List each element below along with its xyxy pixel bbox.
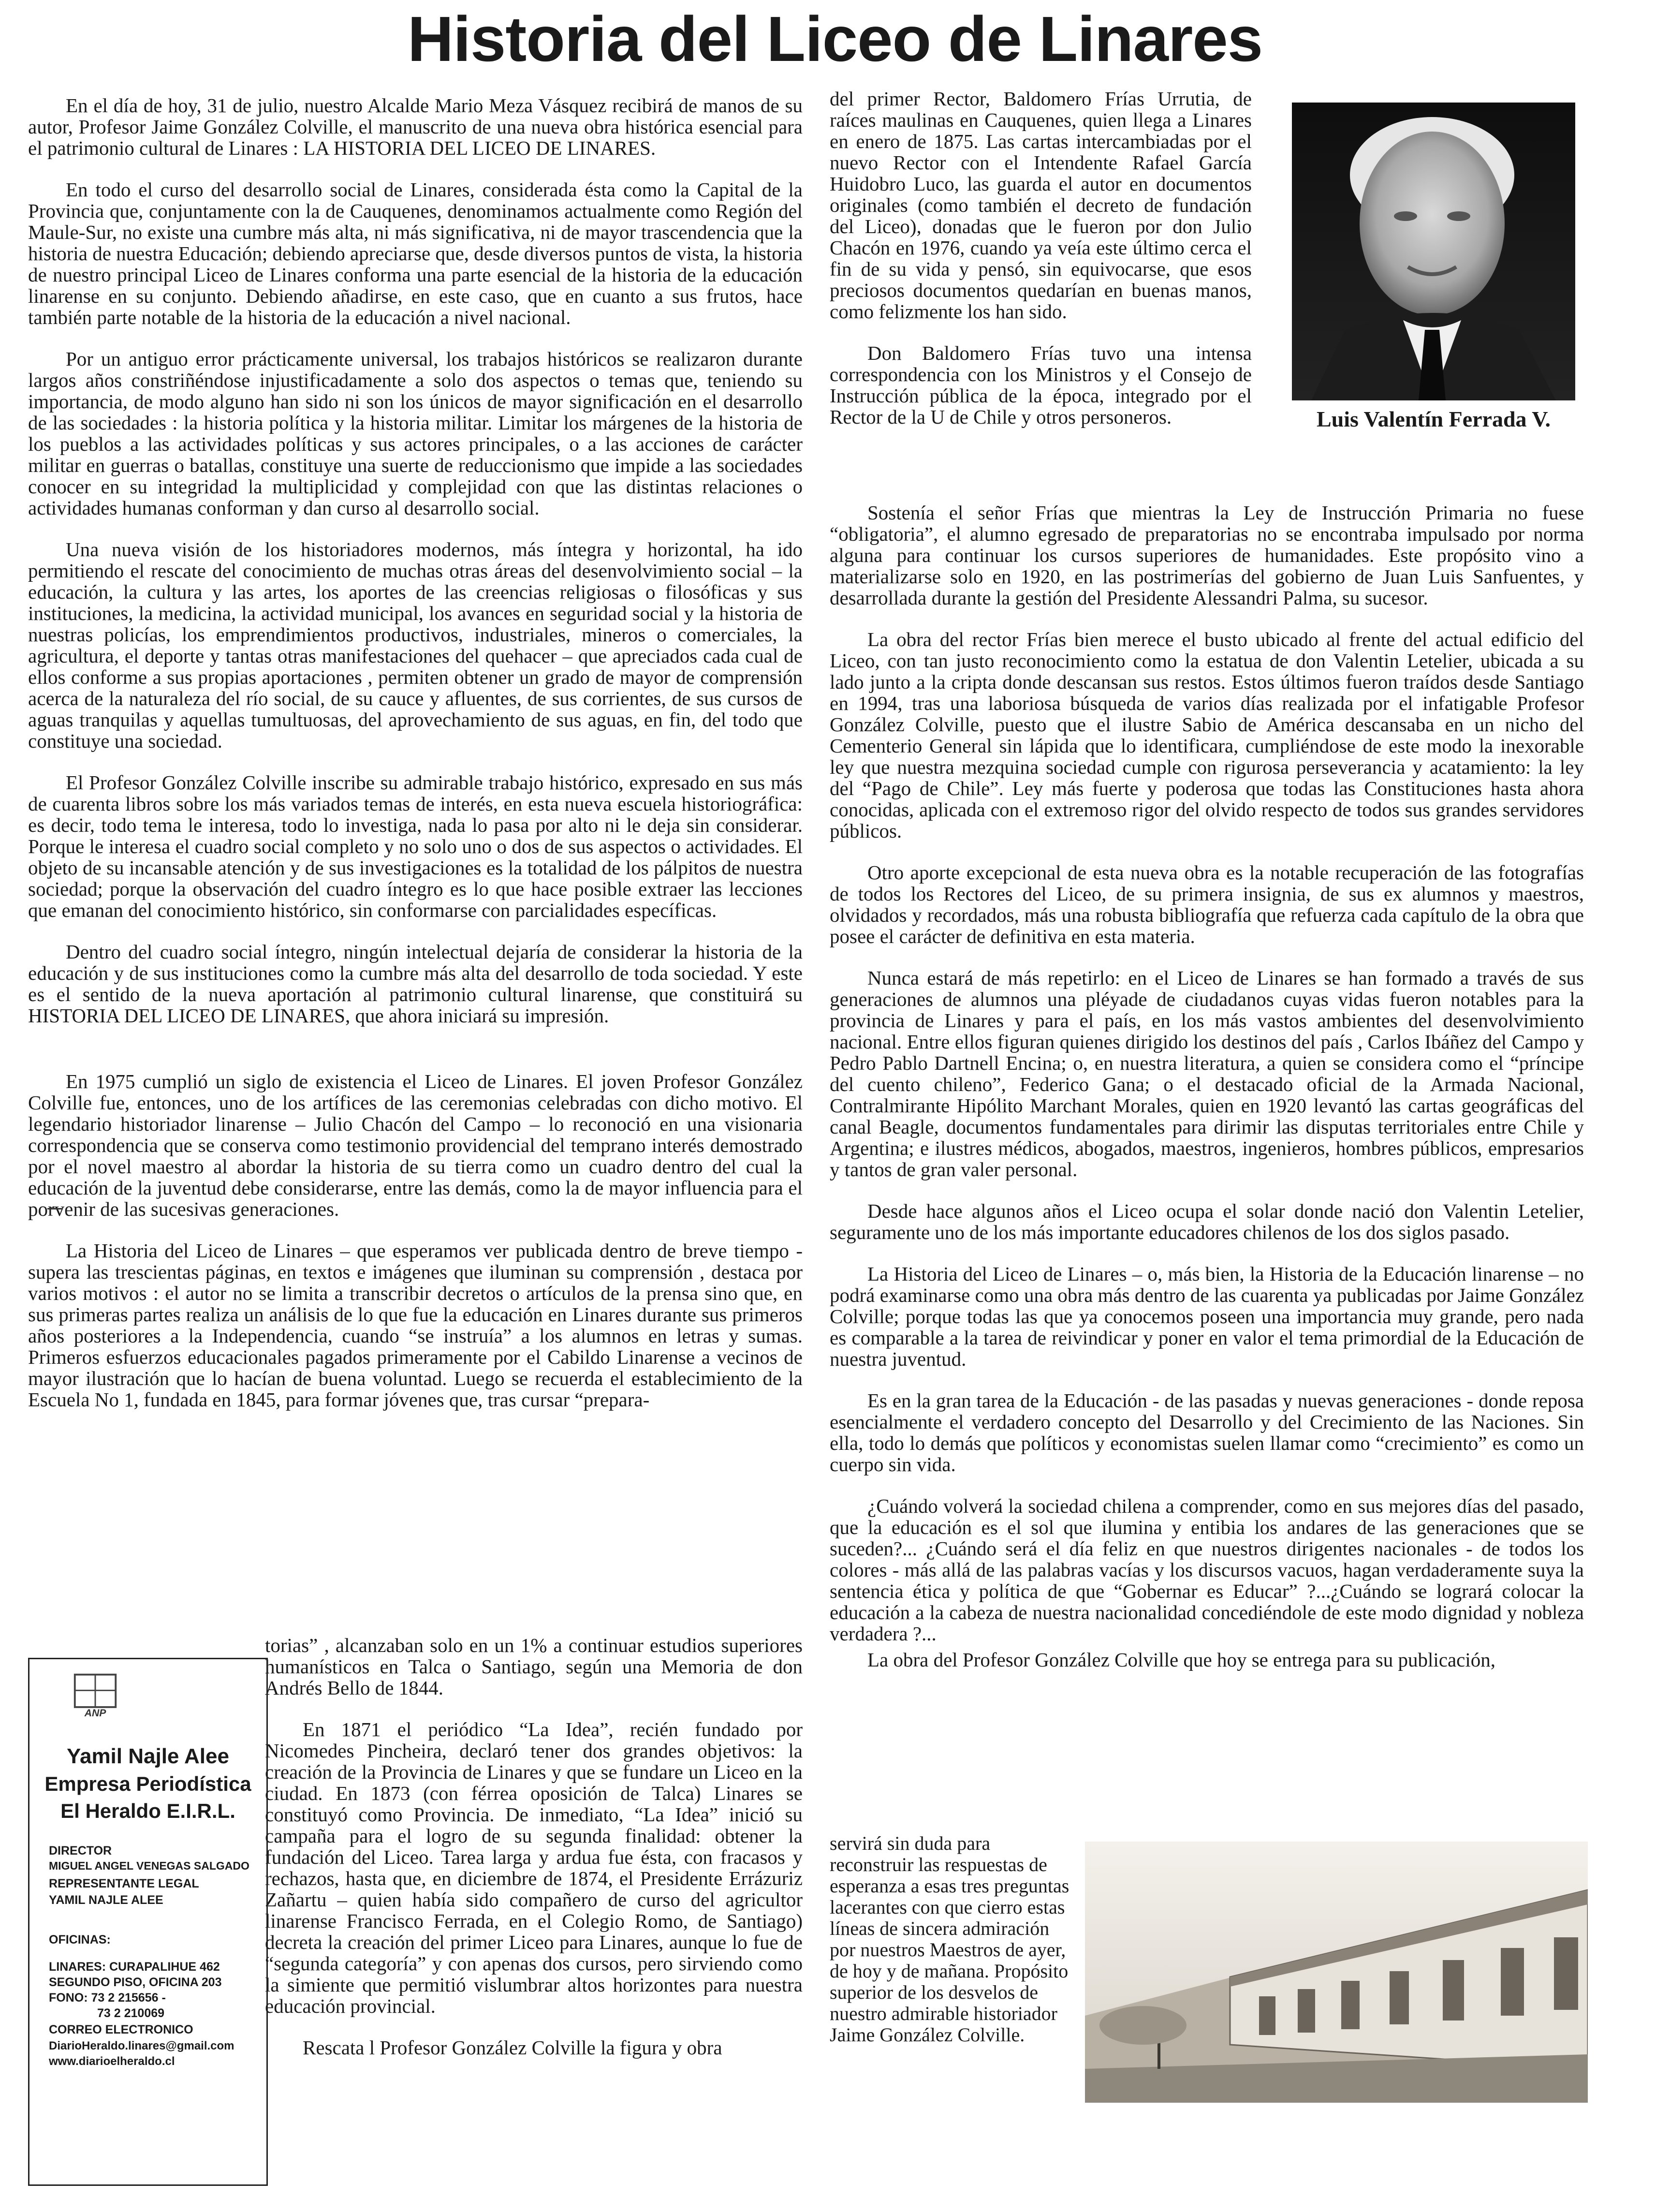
liceo-building-photo <box>1085 1842 1588 2103</box>
paragraph: servirá sin duda para reconstruir las respuestas de esperanza a esas tres preguntas lacerantes con que cierro estas líneas de sincera admiración por nuestros Maestros de ayer, de hoy y de mañana. Propósito superior de los desvelos de nuestro admirable historiador Jaime González Colville. <box>830 1832 1069 2046</box>
paragraph: torias” , alcanzaban solo en un 1% a continuar estudios superiores humanísticos en Talca o Santiago, según una Memoria de don Andrés Bello de 1844. <box>265 1634 803 1699</box>
address-line: SEGUNDO PISO, OFICINA 203 <box>49 1976 222 1989</box>
masthead-box <box>28 1658 268 2186</box>
paragraph: En todo el curso del desarrollo social de Linares, considerada ésta como la Capital de la Provincia que, conjuntamente con la de Cauquenes, denominamos actualmente como Región del Maule-Sur, no existe una cumbre más alta, ni más significativa, ni de mayor trascendencia que la historia de nuestra Educación; debiendo apreciarse que, desde diversos puntos de vista, la historia de nuestro principal Liceo de Linares conforma una parte esencial de la historia de la educación linarense en su conjunto. Debiendo añadirse, en este caso, que en cuanto a sus frutos, hace también parte notable de la historia de la educación a nivel nacional. <box>28 178 803 328</box>
paragraph: El Profesor González Colville inscribe su admirable trabajo histórico, expresado en sus más de cuarenta libros sobre los más variados temas de interés, en esta nueva escuela historiográfica: es decir, todo tema le interesa, todo lo investiga, nada lo pasa por alto ni le deja sin considerar. Porque le interesa el cuadro social completo y no solo uno o dos de sus aspectos o actividades. El objeto de su incansable atención y de sus investigaciones es la totalidad de los pálpitos de nuestra sociedad; porque la observación del cuadro íntegro es lo que hace posible extraer las lecciones que emanan del conocimiento histórico, sin conformarse con parcialidades específicas. <box>28 771 803 921</box>
paragraph: Dentro del cuadro social íntegro, ningún intelectual dejaría de considerar la historia de la educación y de sus instituciones como la cumbre más alta del desarrollo de toda sociedad. Y este es el sentido de la nueva aportación al patrimonio cultural linarense, que constituirá su HISTORIA DEL LICEO DE LINARES, que ahora iniciará su impresión. <box>28 941 803 1027</box>
legal-rep-name: YAMIL NAJLE ALEE <box>49 1893 163 1907</box>
paragraph: Sostenía el señor Frías que mientras la Ley de Instrucción Primaria no fuese “obligatoria”, el alumno egresado de preparatorias no se encontraba impulsado por norma alguna para continuar los cursos superiores de humanidades. Este propósito vino a materializarse solo en 1920, en las postrimerías del gobierno de Juan Luis Sanfuentes, y desarrollada durante la gestión del Presidente Alessandri Palma, su sucesor. <box>830 501 1584 609</box>
phone-line: 73 2 210069 <box>97 2006 165 2020</box>
paragraph: Don Baldomero Frías tuvo una intensa correspondencia con los Ministros y el Consejo de Instrucción pública de la época, integrado por el Rector de la U de Chile y otros personeros. <box>830 342 1252 428</box>
portrait-photo <box>1292 103 1575 400</box>
paragraph: La obra del rector Frías bien merece el busto ubicado al frente del actual edificio del Liceo, con tan justo reconocimiento como la estatua de don Valentin Letelier, ubicada a su lado junto a la cripta donde descansan sus restos. Estos últimos fueron traídos desde Santiago en 1994, tras una laboriosa búsqueda de varios días realizada por el infatigable Profesor González Colville, puesto que el ilustre Sabio de América descansaba en un nicho del Cementerio General sin lápida que lo identificara, cumpliéndose de este modo la inexorable ley que nuestra mezquina sociedad cumple con rigurosa perseverancia y acatamiento: la ley del “Pago de Chile”. Ley más fuerte y poderosa que todas las Constituciones hasta ahora conocidas, aplicada con el extremoso rigor del olvido respecto de todos sus grandes servidores públicos. <box>830 628 1584 842</box>
paragraph: En 1975 cumplió un siglo de existencia el Liceo de Linares. El joven Profesor González Colville fue, entonces, uno de los artífices de las ceremonias celebradas con dicho motivo. El legendario historiador linarense – Julio Chacón del Campo – lo reconoció en una visionaria correspondencia que se conserva como testimonio providencial del temprano interés demostrado por el novel maestro al abordar la historia de su tierra como un cuadro dentro del cual la educación de la juventud debe considerarse, entre las demás, como la de mayor influencia para el porvenir de las sucesivas generaciones. <box>28 1070 803 1220</box>
publisher-name: Yamil Najle Alee <box>67 1744 229 1768</box>
phone-line: FONO: 73 2 215656 - <box>49 1991 166 2005</box>
company-name: El Heraldo E.I.R.L. <box>60 1799 235 1822</box>
right-column-top <box>830 88 1252 448</box>
paragraph: Nunca estará de más repetirlo: en el Liceo de Linares se han formado a través de sus generaciones de alumnos una pléyade de ciudadanos cuyas vidas fueron notables para la provincia de Linares y para el país, en los más vastos ambientes del desenvolvimiento nacional. Entre ellos figuran quienes dirigido los destinos del país , Carlos Ibáñez del Campo y Pedro Pablo Dartnell Encina; o, en nuestra literatura, a quien se considera como el “príncipe del cuento chileno”, Federico Gana; o el destacado oficial de la Armada Nacional, Contralmirante Hipólito Marchant Morales, quien en 1920 levantó las cartas geográficas del canal Beagle, documentos fundamentales para dirimir las disputas territoriales entre Chile y Argentina; e ilustres médicos, abogados, maestros, ingenieros, hombres públicos, empresarios y tantos de gran valer personal. <box>830 967 1584 1180</box>
email-label: CORREO ELECTRONICO <box>49 2023 193 2036</box>
paragraph: Otro aporte excepcional de esta nueva obra es la notable recuperación de las fotografías de todos los Rectores del Liceo, de su primera insignia, de sus ex alumnos y maestros, olvidados y recordados, más una robusta bibliografía que refuerza cada capítulo de la obra que posee el carácter de definitiva en esta materia. <box>830 861 1584 947</box>
offices-label: OFICINAS: <box>49 1933 111 1947</box>
paragraph: Rescata l Profesor González Colville la figura y obra <box>303 2036 722 2059</box>
right-column-bottom <box>830 1833 1078 2066</box>
left-column <box>28 95 803 1430</box>
paragraph: La Historia del Liceo de Linares – que esperamos ver publicada dentro de breve tiempo - supera las trescientas páginas, en textos e imágenes que iluminan su comprensión , destaca por varios motivos : el autor no se limita a transcribir decretos o artículos de la prensa sino que, en sus primeras partes realiza un análisis de lo que fue la educación en Linares durante sus primeros años posteriores a la Independencia, cuando “se instruía” a los alumnos en letras y sumas. Primeros esfuerzos educacionales pagados primeramente por el Cabildo Linarense a vecinos de mayor ilustración que lo hacían de buena voluntad. Luego se recuerda el establecimiento de la Escuela No 1, fundada en 1845, para formar jóvenes que, tras cursar “prepara- <box>28 1239 803 1411</box>
paragraph: La obra del Profesor González Colville que hoy se entrega para su publicación, <box>867 1649 1496 1671</box>
paragraph: En el día de hoy, 31 de julio, nuestro Alcalde Mario Meza Vásquez recibirá de manos de su autor, Profesor Jaime González Colville, el manuscrito de una nueva obra histórica esencial para el patrimonio cultural de Linares : LA HISTORIA DEL LICEO DE LINARES. <box>28 94 803 159</box>
website-link[interactable]: www.diarioelheraldo.cl <box>49 2055 175 2068</box>
paragraph: del primer Rector, Baldomero Frías Urrutia, de raíces maulinas en Cauquenes, quien llega a Linares en enero de 1875. Las cartas intercambiadas por el nuevo Rector con el Intendente Rafael García Huidobro Luco, las guarda el autor en documentos originales (como también el decreto de fundación del Liceo), donadas que le fueron por don Julio Chacón en 1976, cuando ya veía este último cerca el fin de su vida y pensó, sin equivocarse, que esos preciosos documentos quedarían en buenas manos, como felizmente los han sido. <box>830 88 1252 323</box>
director-label: DIRECTOR <box>49 1844 112 1858</box>
legal-rep-label: REPRESENTANTE LEGAL <box>49 1877 199 1890</box>
paragraph: Desde hace algunos años el Liceo ocupa el solar donde nació don Valentin Letelier, seguramente uno de los más importante educadores chilenos de los dos siglos pasado. <box>830 1200 1584 1243</box>
section-separator <box>47 1208 62 1209</box>
article-title: Historia del Liceo de Linares <box>407 3 1263 74</box>
paragraph: Una nueva visión de los historiadores modernos, más íntegra y horizontal, ha ido permitiendo el rescate del conocimiento de muchas otras áreas del desenvolvimiento social – la educación, la cultura y las artes, los aportes de las creencias religiosas o filosóficas y sus instituciones, la medicina, la actividad municipal, los avances en seguridad social y la historia de nuestras policías, los emprendimientos productivos, industriales, mineros o comerciales, la agricultura, el deporte y tantas otras manifestaciones del quehacer – que apreciados cada cual de ellos conforme a sus propias aportaciones , permiten obtener un grado de mayor de comprensión acerca de la naturaleza del río social, de su cauce y afluentes, de sus corrientes, de sus cursos de aguas tranquilas y aquellas tumultuosas, del aprovechamiento de sus aguas, en fin, del todo que constituye una sociedad. <box>28 538 803 752</box>
director-name: MIGUEL ANGEL VENEGAS SALGADO <box>49 1859 249 1872</box>
anp-logo-icon <box>72 1672 118 1718</box>
paragraph: En 1871 el periódico “La Idea”, recién fundado por Nicomedes Pincheira, declaró tener dos grandes objetivos: la creación de la Provincia de Linares y que se fundare un Liceo en la ciudad. En 1873 (con férrea oposición de Talca) Linares se constituyó como Provincia. De inmediato, “La Idea” inició su campaña para el logro de su segunda finalidad: obtener la fundación del Liceo. Tarea larga y ardua fue ésta, con fracasos y rechazos, hasta que, en diciembre de 1874, el Presidente Errázuriz Zañartu – quien había sido compañero de curso del agricultor linarense Francisco Ferrada, en el Colegio Romo, de Santiago) decreta la creación del primer Liceo para Linares, aunque lo fue de “segunda categoría” y con apenas dos cursos, pero sirviendo como la simiente que permitió vislumbrar altos horizontes para nuestra educación provincial. <box>265 1718 803 2017</box>
paragraph: Por un antiguo error prácticamente universal, los trabajos históricos se realizaron durante largos años constriñéndose injustificadamente a solo dos aspectos o temas que, teniendo su importancia, de modo alguno han sido ni son los únicos de mayor significación en el desarrollo de las sociedades : la historia política y la historia militar. Limitar los márgenes de la historia de los pueblos a las actividades políticas y sus actores principales, o a las acciones de carácter militar en guerras o batallas, constituye una suerte de reduccionismo que impide a las sociedades conocer en su integridad la multiplicidad y complejidad con que las distintas relaciones o actividades humanas conforman y dan curso al desarrollo social. <box>28 348 803 519</box>
paragraph: La Historia del Liceo de Linares – o, más bien, la Historia de la Educación linarense – no podrá examinarse como una obra más dentro de las cuarenta ya publicadas por Jaime González Colville; porque todas las que ya conocemos poseen una importancia muy grande, pero nada es comparable a la tarea de reivindicar y poner en valor el tema primordial de la Educación de nuestra juventud. <box>830 1263 1584 1370</box>
paragraph: Es en la gran tarea de la Educación - de las pasadas y nuevas generaciones - donde reposa esencialmente el verdadero concepto del Desarrollo y del Crecimiento de las Naciones. Sin ella, todo lo demás que políticos y economistas suelen llamar como “crecimiento” es como un cuerpo sin vida. <box>830 1389 1584 1475</box>
paragraph: ¿Cuándo volverá la sociedad chilena a comprender, como en sus mejores días del pasado, que la educación es el sol que ilumina y entibia los andares de las generaciones que se suceden?... ¿Cuándo será el día feliz en que nuestros dirigentes nacionales - de todos los colores - más allá de las palabras vacías y los discursos vacuos, hagan verdaderamente suya la sentencia ética y política de que “Gobernar es Educar” ?...¿Cuándo se logrará colocar la educación a la cabeza de nuestra nacionalidad concediéndole de este modo dignidad y nobleza verdadera ?... <box>830 1495 1584 1645</box>
email[interactable]: DiarioHeraldo.linares@gmail.com <box>49 2039 234 2052</box>
company-name: Empresa Periodística <box>44 1772 251 1795</box>
right-column <box>830 502 1584 1670</box>
svg-text:ANP: ANP <box>84 1708 106 1718</box>
photo-caption: Luis Valentín Ferrada V. <box>1317 407 1551 431</box>
left-column-continuation <box>265 1635 803 2079</box>
address-line: LINARES: CURAPALIHUE 462 <box>49 1960 220 1974</box>
